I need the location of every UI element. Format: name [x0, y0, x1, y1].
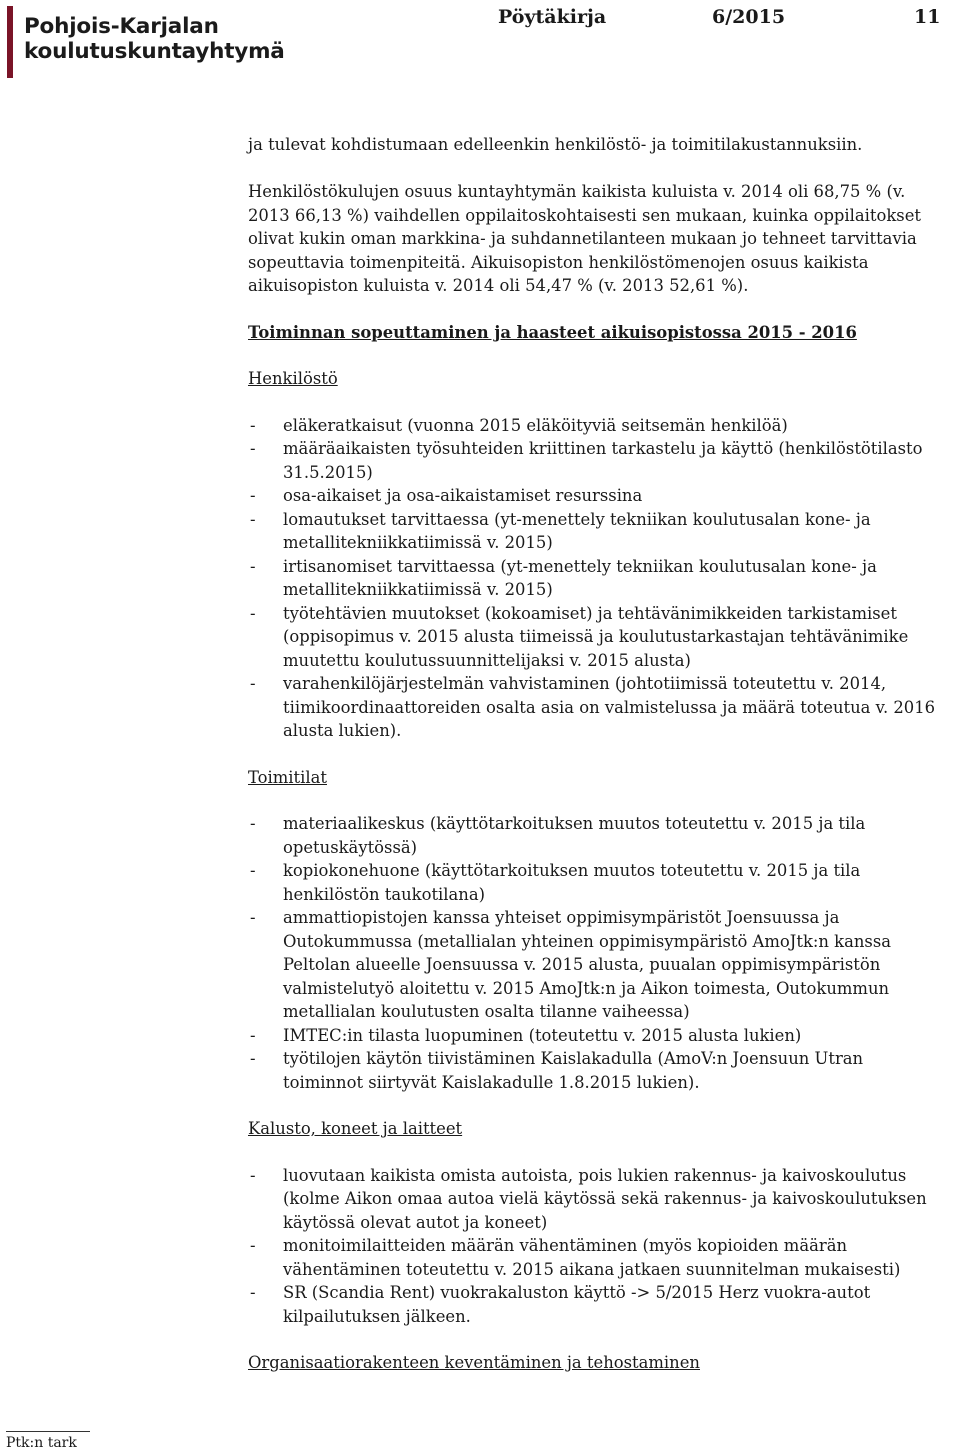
logo-line-1: Pohjois-Karjalan — [24, 14, 219, 39]
list-kalusto — [248, 1164, 948, 1329]
document-date: 6/2015 — [712, 6, 786, 28]
list-item: - luovutaan kaikista omista autoista, pois lukien rakennus- ja kaivoskoulutus (kolme Aikon omaa autoa vielä käytössä sekä rakennus- ja kaivoskoulutuksen käytössä olevat autot ja koneet) — [248, 1164, 948, 1235]
subheading-organisaatio: Organisaatiorakenteen keventäminen ja tehostaminen — [248, 1353, 700, 1372]
section-title: Toiminnan sopeuttaminen ja haasteet aikuisopistossa 2015 - 2016 — [248, 322, 857, 342]
list-item: - osa-aikaiset ja osa-aikaistamiset resurssina — [248, 484, 948, 508]
organization-logo — [24, 14, 285, 64]
list-henkilosto — [248, 414, 948, 743]
list-item: - kopiokonehuone (käyttötarkoituksen muutos toteutettu v. 2015 ja tila henkilöstön taukotilana) — [248, 859, 948, 906]
list-item: - eläkeratkaisut (vuonna 2015 eläköityviä seitsemän henkilöä) — [248, 414, 948, 438]
list-item: - irtisanomiset tarvittaessa (yt-menettely tekniikan koulutusalan kone- ja metallitekniikkatiimissä v. 2015) — [248, 555, 948, 602]
subheading-toimitilat: Toimitilat — [248, 767, 327, 787]
document-type: Pöytäkirja — [498, 6, 607, 28]
subheading-kalusto: Kalusto, koneet ja laitteet — [248, 1119, 463, 1138]
subheading-henkilosto: Henkilöstö — [248, 369, 338, 388]
list-item: - monitoimilaitteiden määrän vähentäminen (myös kopioiden määrän vähentäminen toteutettu v. 2015 aikana jatkaen suunnitelman mukaisesti) — [248, 1234, 948, 1281]
paragraph-intro: ja tulevat kohdistumaan edelleenkin henkilöstö- ja toimitilakustannuksiin. — [248, 135, 863, 154]
logo-line-2: koulutuskuntayhtymä — [24, 39, 285, 64]
list-toimitilat — [248, 812, 948, 1094]
list-item: - varahenkilöjärjestelmän vahvistaminen (johtotiimissä toteutettu v. 2014, tiimikoordinaattoreiden osalta asia on valmistelussa ja määrä toteutua v. 2016 alusta lukien). — [248, 672, 948, 743]
document-body — [248, 133, 948, 1375]
list-item: - työtehtävien muutokset (kokoamiset) ja tehtävänimikkeiden tarkistamiset (oppisopimus v. 2015 alusta tiimeissä ja koulutustarkastajan tehtävänimike muutettu koulutussuunnittelijaksi v. 2015 alusta) — [248, 602, 948, 673]
list-item: - työtilojen käytön tiivistäminen Kaislakadulla (AmoV:n Joensuun Utran toiminnot siirtyvät Kaislakadulle 1.8.2015 lukien). — [248, 1047, 948, 1094]
list-item: - määräaikaisten työsuhteiden kriittinen tarkastelu ja käyttö (henkilöstötilasto 31.5.2015) — [248, 437, 948, 484]
list-item: - ammattiopistojen kanssa yhteiset oppimisympäristöt Joensuussa ja Outokummussa (metallialan yhteinen oppimisympäristö AmoJtk:n kanssa Peltolan alueelle Joensuussa v. 2015 alusta, puualan oppimisympäristön valmistelutyö aloitettu v. 2015 AmoJtk:n ja Aikon toimesta, Outokummun metallialan koulutusten osalta tilanne vaiheessa) — [248, 906, 948, 1024]
page-number: 11 — [914, 6, 941, 28]
list-item: - materiaalikeskus (käyttötarkoituksen muutos toteutettu v. 2015 ja tila opetuskäytössä) — [248, 812, 948, 859]
footer-review-label: Ptk:n tark — [6, 1435, 77, 1451]
list-item: - IMTEC:in tilasta luopuminen (toteutettu v. 2015 alusta lukien) — [248, 1024, 948, 1048]
list-item: - SR (Scandia Rent) vuokrakaluston käyttö -> 5/2015 Herz vuokra-autot kilpailutuksen jälkeen. — [248, 1281, 948, 1328]
logo-accent-bar — [7, 6, 13, 78]
paragraph-personnel-costs: Henkilöstökulujen osuus kuntayhtymän kaikista kuluista v. 2014 oli 68,75 % (v. 2013 66,13 %) vaihdellen oppilaitoskohtaisesti sen mukaan, kuinka oppilaitokset olivat kukin oman markkina- ja suhdannetilanteen mukaan jo tehneet tarvittavia sopeuttavia toimenpiteitä. Aikuisopiston henkilöstömenojen osuus kaikista aikuisopiston kuluista v. 2014 oli 54,47 % (v. 2013 52,61 %). — [248, 182, 922, 295]
list-item: - lomautukset tarvittaessa (yt-menettely tekniikan koulutusalan kone- ja metallitekniikkatiimissä v. 2015) — [248, 508, 948, 555]
footer-rule — [6, 1431, 90, 1432]
